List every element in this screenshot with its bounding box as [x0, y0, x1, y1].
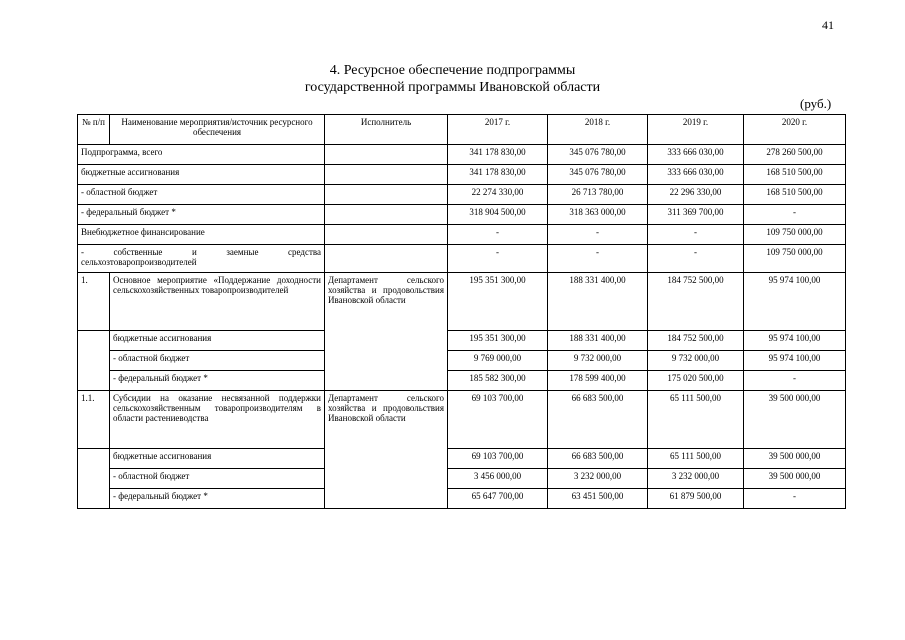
table-row [78, 331, 846, 351]
measure-name: Субсидии на оказание несвязанной поддержки сельскохозяйственным товаропроизводителям в области растениеводства [110, 391, 325, 449]
value-2020: - [744, 489, 846, 509]
table-row [78, 371, 846, 391]
value-2019: 184 752 500,00 [648, 331, 744, 351]
row-name: бюджетные ассигнования [78, 165, 325, 185]
value-2018: 178 599 400,00 [548, 371, 648, 391]
value-2018: 188 331 400,00 [548, 331, 648, 351]
value-2020: 39 500 000,00 [744, 469, 846, 489]
header-no: № п/п [78, 115, 110, 145]
row-name: Внебюджетное финансирование [78, 225, 325, 245]
value-2020: 95 974 100,00 [744, 273, 846, 331]
table-row [78, 489, 846, 509]
value-2017: 9 769 000,00 [448, 351, 548, 371]
value-2019: 333 666 030,00 [648, 165, 744, 185]
value-2019: 311 369 700,00 [648, 205, 744, 225]
row-executor [325, 205, 448, 225]
row-executor [325, 245, 448, 273]
header-2017: 2017 г. [448, 115, 548, 145]
value-2017: 341 178 830,00 [448, 145, 548, 165]
value-2017: 22 274 330,00 [448, 185, 548, 205]
value-2019: - [648, 225, 744, 245]
value-2018: 345 076 780,00 [548, 145, 648, 165]
table-row [78, 145, 846, 165]
value-2019: 65 111 500,00 [648, 391, 744, 449]
table-row [78, 205, 846, 225]
value-2017: 318 904 500,00 [448, 205, 548, 225]
value-2018: - [548, 225, 648, 245]
table-row [78, 165, 846, 185]
row-executor [325, 165, 448, 185]
value-2017: 195 351 300,00 [448, 331, 548, 351]
value-2019: 61 879 500,00 [648, 489, 744, 509]
value-2020: 278 260 500,00 [744, 145, 846, 165]
value-2019: 65 111 500,00 [648, 449, 744, 469]
value-2020: 168 510 500,00 [744, 165, 846, 185]
title-line-2: государственной программы Ивановской области [304, 80, 601, 95]
value-2017: - [448, 225, 548, 245]
value-2017: 195 351 300,00 [448, 273, 548, 331]
row-name: - областной бюджет [110, 469, 325, 489]
value-2020: 95 974 100,00 [744, 351, 846, 371]
page-title [0, 62, 905, 96]
row-name: Подпрограмма, всего [78, 145, 325, 165]
row-name: - федеральный бюджет * [78, 205, 325, 225]
measure-executor: Департамент сельского хозяйства и продовольствия Ивановской области [325, 391, 448, 509]
header-2019: 2019 г. [648, 115, 744, 145]
table-row [78, 469, 846, 489]
row-name: - федеральный бюджет * [110, 371, 325, 391]
value-2018: 9 732 000,00 [548, 351, 648, 371]
row-executor [325, 225, 448, 245]
value-2018: 3 232 000,00 [548, 469, 648, 489]
header-row [78, 115, 846, 145]
value-2019: 184 752 500,00 [648, 273, 744, 331]
header-2020: 2020 г. [744, 115, 846, 145]
value-2018: - [548, 245, 648, 273]
row-executor [325, 145, 448, 165]
value-2020: 109 750 000,00 [744, 245, 846, 273]
value-2019: 22 296 330,00 [648, 185, 744, 205]
value-2018: 63 451 500,00 [548, 489, 648, 509]
row-name: - областной бюджет [78, 185, 325, 205]
value-2018: 345 076 780,00 [548, 165, 648, 185]
value-2020: - [744, 371, 846, 391]
table-row [78, 449, 846, 469]
number-cell [78, 449, 110, 509]
row-name: - федеральный бюджет * [110, 489, 325, 509]
header-name: Наименование мероприятия/источник ресурсного обеспечения [110, 115, 325, 145]
table-row [78, 185, 846, 205]
value-2019: 333 666 030,00 [648, 145, 744, 165]
title-line-1: 4. Ресурсное обеспечение подпрограммы [329, 63, 576, 78]
row-name: - собственные и заемные средства сельхозтоваропроизводителей [78, 245, 325, 273]
value-2020: 95 974 100,00 [744, 331, 846, 351]
page-number: 41 [822, 18, 834, 32]
value-2019: 175 020 500,00 [648, 371, 744, 391]
table-row [78, 225, 846, 245]
value-2018: 26 713 780,00 [548, 185, 648, 205]
resource-table [77, 114, 846, 509]
value-2017: 69 103 700,00 [448, 449, 548, 469]
value-2017: 69 103 700,00 [448, 391, 548, 449]
value-2018: 66 683 500,00 [548, 449, 648, 469]
unit-label: (руб.) [800, 96, 832, 111]
value-2018: 318 363 000,00 [548, 205, 648, 225]
value-2017: 341 178 830,00 [448, 165, 548, 185]
value-2018: 66 683 500,00 [548, 391, 648, 449]
value-2017: 65 647 700,00 [448, 489, 548, 509]
measure-number: 1.1. [78, 391, 110, 449]
table-row [78, 351, 846, 371]
row-name: бюджетные ассигнования [110, 331, 325, 351]
table-row [78, 245, 846, 273]
number-cell [78, 331, 110, 391]
value-2020: - [744, 205, 846, 225]
value-2020: 39 500 000,00 [744, 449, 846, 469]
row-name: - областной бюджет [110, 351, 325, 371]
value-2018: 188 331 400,00 [548, 273, 648, 331]
table-row-measure-1-1 [78, 391, 846, 449]
measure-executor: Департамент сельского хозяйства и продовольствия Ивановской области [325, 273, 448, 391]
value-2017: 3 456 000,00 [448, 469, 548, 489]
header-2018: 2018 г. [548, 115, 648, 145]
row-name: бюджетные ассигнования [110, 449, 325, 469]
value-2017: - [448, 245, 548, 273]
value-2020: 168 510 500,00 [744, 185, 846, 205]
header-executor: Исполнитель [325, 115, 448, 145]
value-2019: - [648, 245, 744, 273]
value-2020: 39 500 000,00 [744, 391, 846, 449]
table-row-measure-1 [78, 273, 846, 331]
value-2017: 185 582 300,00 [448, 371, 548, 391]
value-2019: 9 732 000,00 [648, 351, 744, 371]
measure-number: 1. [78, 273, 110, 331]
measure-name: Основное мероприятие «Поддержание доходности сельскохозяйственных товаропроизводителей [110, 273, 325, 331]
row-executor [325, 185, 448, 205]
value-2019: 3 232 000,00 [648, 469, 744, 489]
value-2020: 109 750 000,00 [744, 225, 846, 245]
